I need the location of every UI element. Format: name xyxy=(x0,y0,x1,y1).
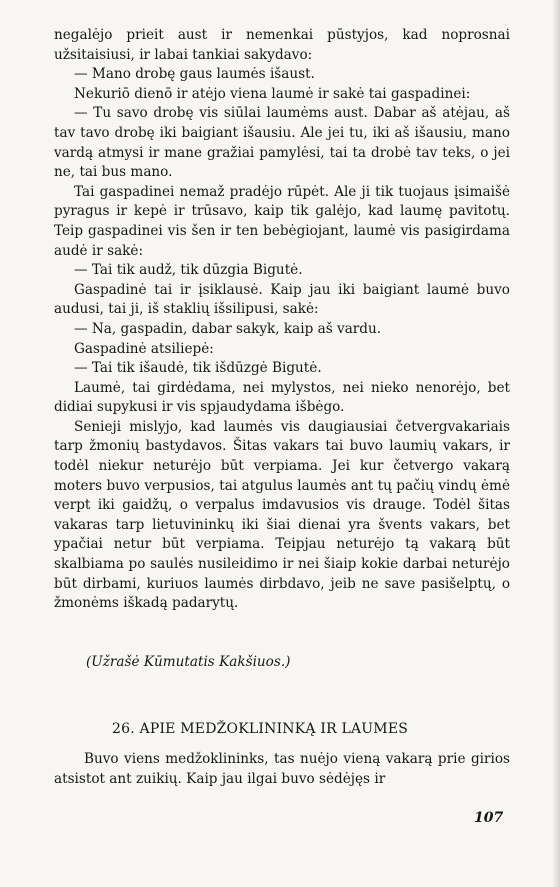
story-text xyxy=(54,26,510,614)
paragraph: Nekuriō dienō ir atėjo viena laumė ir sakė tai gaspadinei: xyxy=(74,85,471,102)
paragraph: Laumė, tai girdėdama, nei mylystos, nei nieko nenorėjo, bet didiai supykusi ir vis spjaudydama išbėgo. xyxy=(54,379,510,416)
paragraph: Senieji mislyjo, kad laumės vis daugiausiai četvergvakariais tarp žmonių bastydavos. Šitas vakars tai buvo laumių vakars, ir todėl niekur neturėjo būt verpiama. Jei kur četvergo vakarą moters buvo verpusios, tai atgulus laumės ant tų pačių vindų ėmė verpt iki gaidžų, o verpalus imdavusios vis drauge. Todėl šitas vakaras tarp lietuvininkų iki šiai dienai yra švents vakars, bet ypačiai netur būt verpiama. Teipjau neturėjo tą vakarą būt skalbiama po saulės nusileidimo ir nei šiaip kokie darbai neturėjo būt dirbami, kuriuos laumės dirbdavo, jeib ne save pasišelptų, o žmonėms iškadą padarytų. xyxy=(54,418,510,612)
paragraph: Buvo viens medžoklininks, tas nuėjo vieną vakarą prie girios atsistot ant zuikių. Kaip jau ilgai buvo sėdėjęs ir xyxy=(54,751,510,787)
paragraph: — Mano drobę gaus laumės išaust. xyxy=(74,66,315,83)
paragraph: — Na, gaspadin, dabar sakyk, kaip aš vardu. xyxy=(74,320,382,337)
page-number: 107 xyxy=(474,810,504,826)
paragraph: — Tu savo drobę vis siūlai laumėms aust. Dabar aš atėjau, aš tav tavo drobę iki baigiant išausiu. Ale jei tu, iki aš išausiu, mano vardą atmysi ir mane gražiai pamylėsi, tai ta drobė tav teks, o jei ne, tai bus mano. xyxy=(54,105,510,181)
story-heading: 26. APIE MEDŽOKLININKĄ IR LAUMES xyxy=(112,721,409,737)
paragraph: Gaspadinė atsiliepė: xyxy=(74,340,214,357)
paragraph: Gaspadinė tai ir įsiklausė. Kaip jau iki baigiant laumė buvo audusi, tai ji, iš staklių išsilipusi, sakė: xyxy=(54,281,510,318)
new-story-text xyxy=(54,750,510,789)
page-edge-shadow xyxy=(552,0,560,887)
source-note: (Užrašė Kūmutatis Kakšiuos.) xyxy=(86,654,291,670)
paragraph: — Tai tik audž, tik dūzgia Bigutė. xyxy=(74,262,303,279)
paragraph: — Tai tik išaudė, tik išdūzgė Bigutė. xyxy=(74,360,322,377)
paragraph: Tai gaspadinei nemaž pradėjo rūpėt. Ale ji tik tuojaus įsimaišė pyragus ir kepė ir trūsavo, kaip tik galėjo, kad laumę pavitotų. Teip gaspadinei vis šen ir ten bebėgiojant, laumė vis pasigirdama audė ir sakė: xyxy=(54,183,510,259)
paragraph: negalėjo prieit aust ir nemenkai pūstyjos, kad noprosnai užsitaisiusi, ir labai tankiai sakydavo: xyxy=(54,27,510,63)
